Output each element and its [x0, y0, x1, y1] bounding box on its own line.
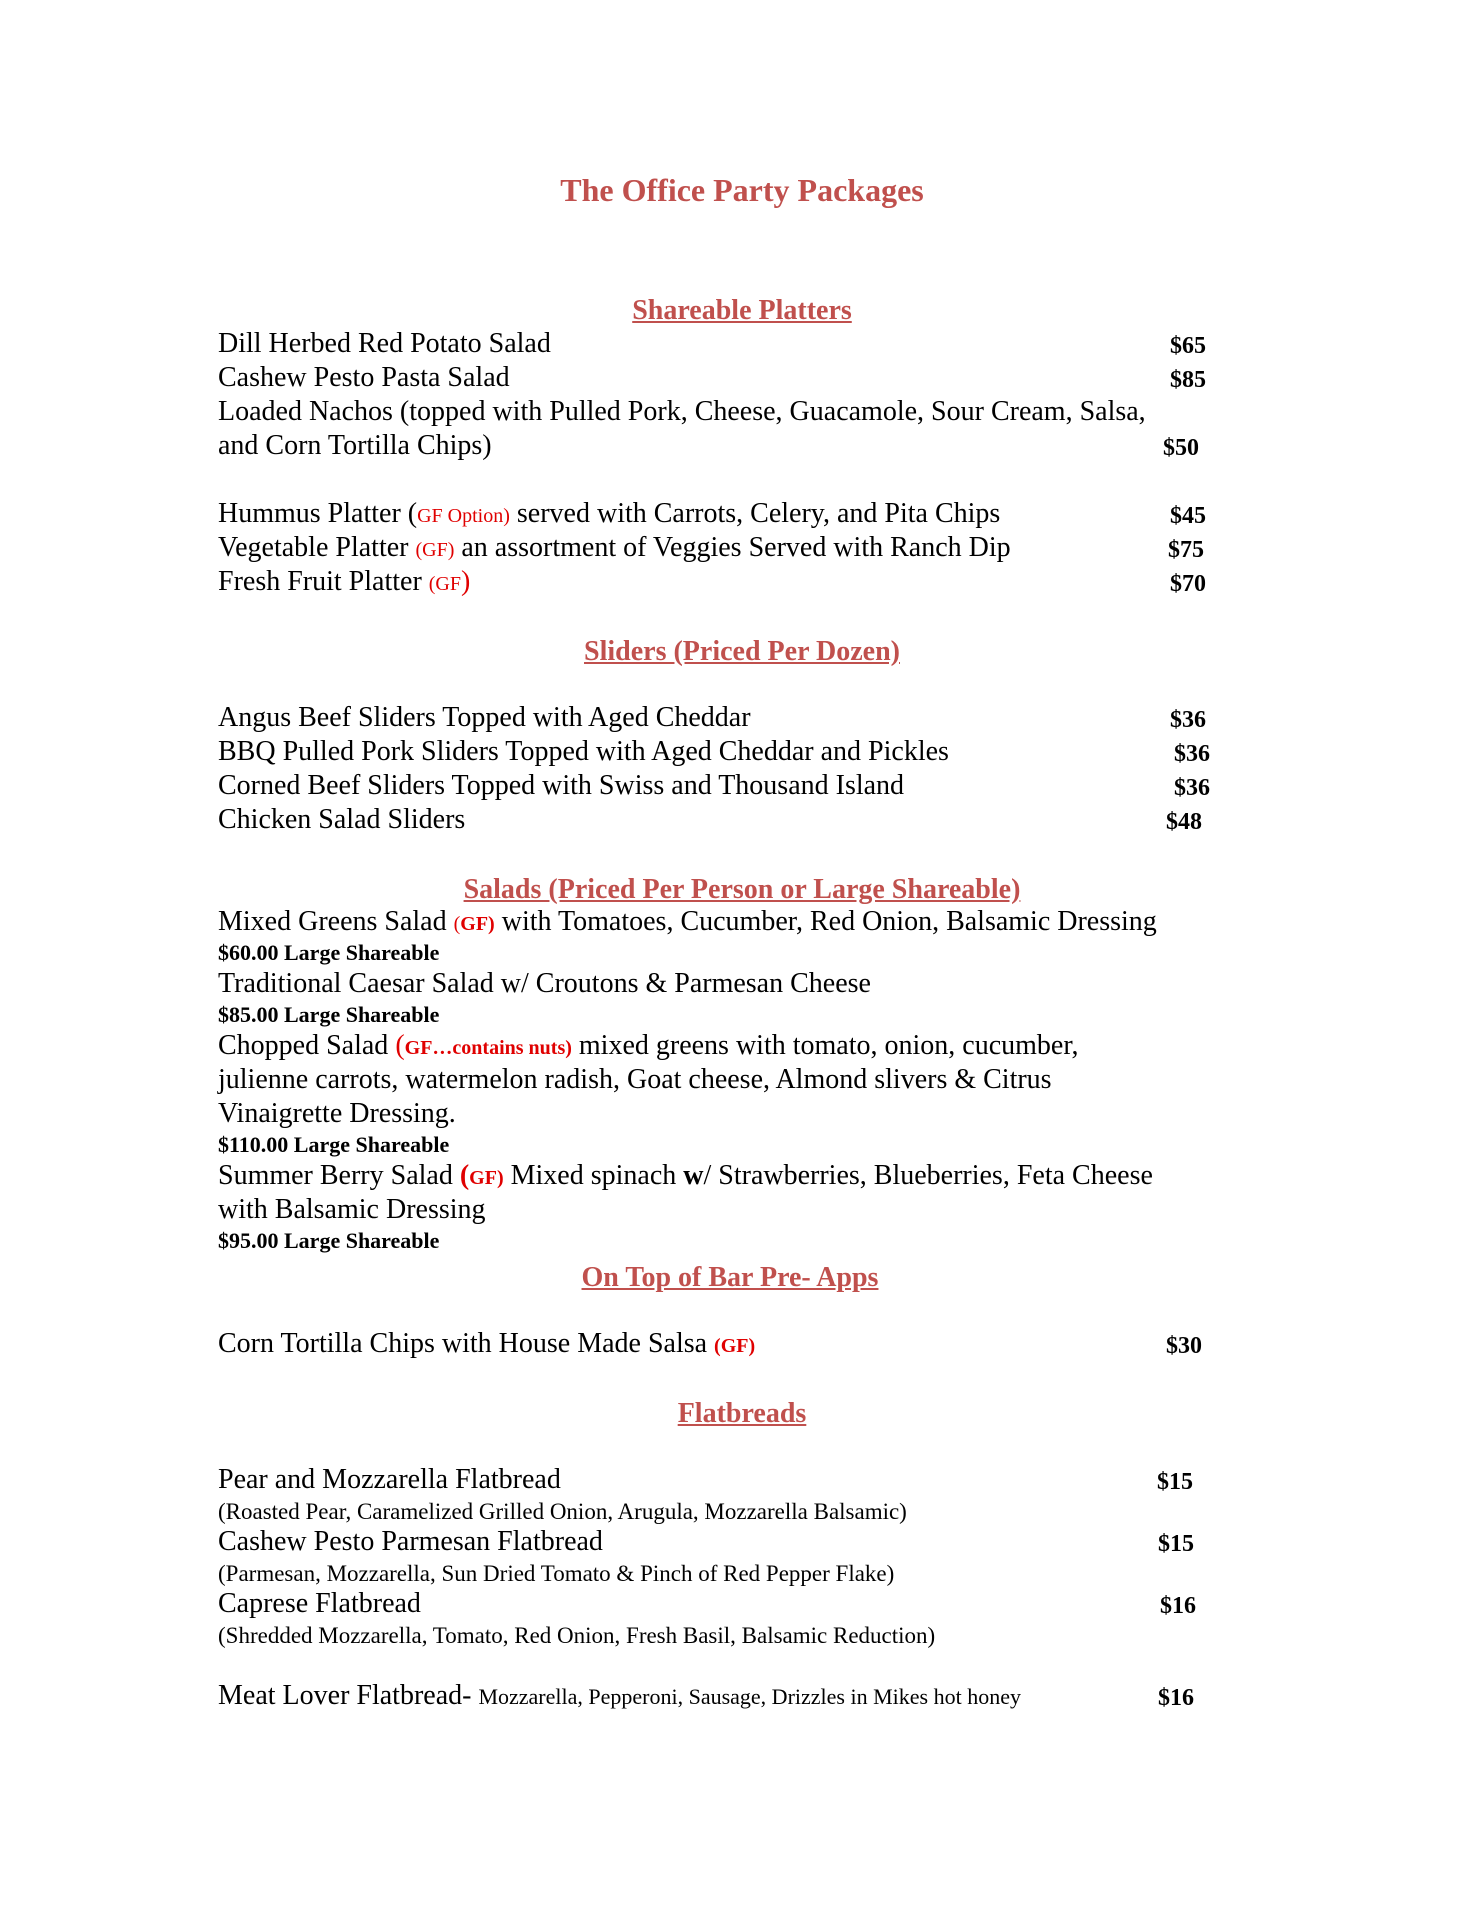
chopped-desc: mixed greens with tomato, onion, cucumber, — [571, 1030, 1079, 1061]
menu-item-nachos-line1: Loaded Nachos (topped with Pulled Pork, Cheese, Guacamole, Sour Cream, Salsa, — [218, 396, 1146, 427]
menu-item-potato-salad: Dill Herbed Red Potato Salad — [218, 328, 551, 359]
salad-summer-berry — [218, 1162, 1153, 1190]
menu-item-vegetable — [218, 534, 1011, 562]
hummus-desc: served with Carrots, Celery, and Pita Chips — [509, 498, 1001, 529]
price-fruit: $70 — [1170, 571, 1206, 597]
hummus-paren: ( — [407, 498, 418, 529]
summer-berry-desc2: / Strawberries, Blueberries, Feta Cheese — [703, 1160, 1153, 1191]
flatbread-caprese: Caprese Flatbread — [218, 1588, 421, 1619]
summer-berry-paren: ( — [459, 1160, 470, 1191]
section-heading-salads: Salads (Priced Per Person or Large Shareable) — [463, 874, 1021, 905]
section-heading-bar — [0, 1262, 1484, 1294]
slider-price: $36 — [1174, 741, 1210, 767]
price-vegetable: $75 — [1168, 537, 1204, 563]
menu-item-fruit — [218, 568, 470, 596]
summer-berry-price: $95.00 Large Shareable — [218, 1228, 440, 1253]
section-heading-sliders: Sliders (Priced Per Dozen) — [584, 636, 900, 667]
slider-price: $36 — [1174, 775, 1210, 801]
price-hummus: $45 — [1170, 503, 1206, 529]
chopped-line2: julienne carrots, watermelon radish, Goat cheese, Almond slivers & Citrus — [218, 1064, 1052, 1095]
vegetable-desc: an assortment of Veggies Served with Ranch Dip — [454, 532, 1011, 563]
salad-caesar: Traditional Caesar Salad w/ Croutons & Parmesan Cheese — [218, 968, 871, 999]
chopped-price: $110.00 Large Shareable — [218, 1132, 450, 1157]
bar-heading-text: On Top of Bar Pre- Apps — [581, 1262, 879, 1293]
mixed-greens-paren: ( — [453, 913, 461, 935]
flatbread-pesto-price: $15 — [1158, 1531, 1194, 1557]
summer-berry-desc1: Mixed spinach — [503, 1160, 684, 1191]
menu-item-pesto-salad: Cashew Pesto Pasta Salad — [218, 362, 510, 393]
chopped-paren: ( — [395, 1030, 405, 1061]
summer-berry-w: w — [683, 1160, 704, 1191]
flatbread-pear-desc: (Roasted Pear, Caramelized Grilled Onion, Arugula, Mozzarella Balsamic) — [218, 1499, 907, 1524]
slider-item: Corned Beef Sliders Topped with Swiss and Thousand Island — [218, 770, 905, 801]
chopped-line3: Vinaigrette Dressing. — [218, 1098, 456, 1129]
vegetable-name: Vegetable Platter — [218, 532, 416, 563]
summer-berry-gf-tag: GF) — [469, 1167, 504, 1189]
chips-name: Corn Tortilla Chips with House Made Salsa — [218, 1328, 715, 1359]
slider-item: Angus Beef Sliders Topped with Aged Cheddar — [218, 702, 751, 733]
slider-price: $48 — [1166, 809, 1202, 835]
page-title: The Office Party Packages — [560, 172, 924, 208]
mixed-greens-price: $60.00 Large Shareable — [218, 940, 440, 965]
meat-name: Meat Lover Flatbread- — [218, 1680, 479, 1711]
salad-mixed-greens — [218, 908, 1157, 936]
price-nachos: $50 — [1163, 435, 1199, 461]
mixed-greens-desc: with Tomatoes, Cucumber, Red Onion, Balsamic Dressing — [494, 906, 1157, 937]
slider-item: BBQ Pulled Pork Sliders Topped with Aged Cheddar and Pickles — [218, 736, 949, 767]
flatbread-pesto-desc: (Parmesan, Mozzarella, Sun Dried Tomato & Pinch of Red Pepper Flake) — [218, 1561, 895, 1586]
summer-berry-name: Summer Berry Salad — [218, 1160, 460, 1191]
salad-chopped — [218, 1032, 1079, 1060]
bar-chips — [218, 1330, 755, 1358]
price-pesto-salad: $85 — [1170, 367, 1206, 393]
flatbread-meat — [218, 1682, 1021, 1710]
fruit-name: Fresh Fruit Platter — [218, 566, 429, 597]
summer-berry-line2: with Balsamic Dressing — [218, 1194, 486, 1225]
flatbread-pear-price: $15 — [1157, 1469, 1193, 1495]
caesar-price: $85.00 Large Shareable — [218, 1002, 440, 1027]
flatbread-caprese-price: $16 — [1160, 1593, 1196, 1619]
meat-desc: Mozzarella, Pepperoni, Sausage, Drizzles in Mikes hot honey — [478, 1684, 1021, 1709]
flatbread-pear: Pear and Mozzarella Flatbread — [218, 1464, 561, 1495]
hummus-name: Hummus Platter — [218, 498, 408, 529]
section-heading-flatbreads: Flatbreads — [677, 1398, 807, 1429]
fruit-gf-tag: (GF — [428, 573, 461, 595]
fruit-gf-close: ) — [461, 566, 471, 597]
flatbread-meat-price: $16 — [1158, 1685, 1194, 1711]
flatbread-pesto: Cashew Pesto Parmesan Flatbread — [218, 1526, 603, 1557]
chips-gf-tag: (GF) — [714, 1335, 756, 1357]
mixed-greens-gf-tag: GF) — [460, 913, 495, 935]
slider-price: $36 — [1170, 707, 1206, 733]
price-potato-salad: $65 — [1170, 333, 1206, 359]
chips-price: $30 — [1166, 1333, 1202, 1359]
section-heading-platters: Shareable Platters — [632, 295, 852, 326]
flatbread-caprese-desc: (Shredded Mozzarella, Tomato, Red Onion, Fresh Basil, Balsamic Reduction) — [218, 1623, 936, 1648]
slider-item: Chicken Salad Sliders — [218, 804, 466, 835]
hummus-gf-tag: GF Option) — [417, 505, 510, 527]
mixed-greens-name: Mixed Greens Salad — [218, 906, 454, 937]
menu-item-hummus — [218, 500, 1000, 528]
chopped-name: Chopped Salad — [218, 1030, 396, 1061]
vegetable-gf-tag: (GF) — [415, 539, 455, 561]
menu-item-nachos-line2: and Corn Tortilla Chips) — [218, 430, 492, 461]
chopped-gf-tag: GF…contains nuts) — [404, 1037, 572, 1059]
